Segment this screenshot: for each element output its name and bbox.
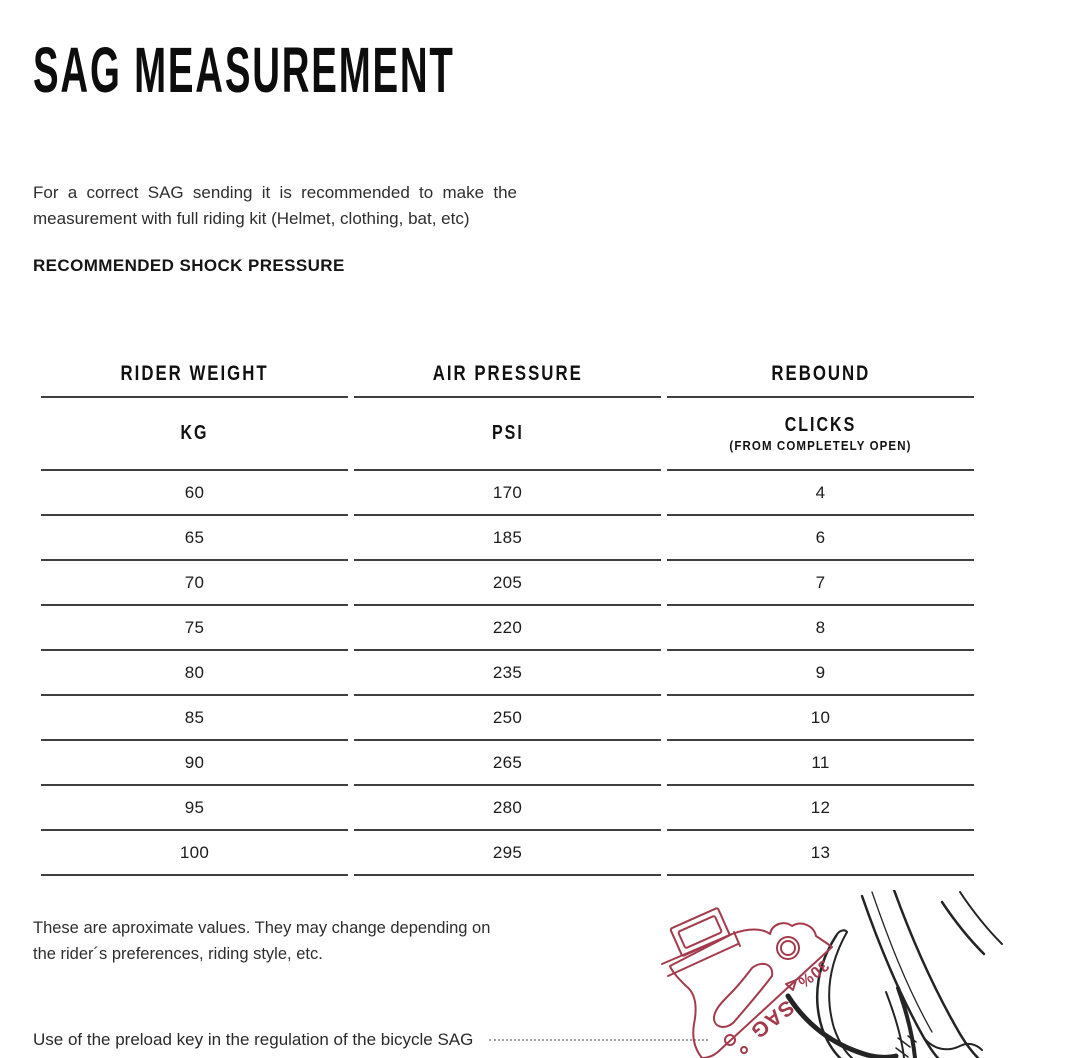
header-cell-air-pressure — [354, 352, 661, 398]
section-heading: RECOMMENDED SHOCK PRESSURE — [33, 256, 345, 275]
table-row — [41, 696, 974, 741]
unit-label: CLICKS — [784, 414, 857, 436]
preload-key-caption-row — [33, 1030, 708, 1050]
table-cell-clicks: 13 — [667, 831, 974, 876]
table-cell-clicks: 11 — [667, 741, 974, 786]
preload-key-caption: Use of the preload key in the regulation of the bicycle SAG — [33, 1030, 474, 1049]
table-row — [41, 471, 974, 516]
table-cell-psi: 170 — [354, 471, 661, 516]
table-cell-clicks: 7 — [667, 561, 974, 606]
table-cell-psi: 235 — [354, 651, 661, 696]
table-cell-psi: 220 — [354, 606, 661, 651]
unit-cell-psi — [354, 398, 661, 471]
unit-label: KG — [180, 422, 209, 444]
table-row — [41, 651, 974, 696]
table-cell-clicks: 8 — [667, 606, 974, 651]
table-cell-clicks: 10 — [667, 696, 974, 741]
table-row — [41, 561, 974, 606]
table-cell-psi: 185 — [354, 516, 661, 561]
intro-paragraph: For a correct SAG sending it is recommended to make the measurement with full riding kit (Helmet, clothing, bat, etc) — [33, 183, 517, 228]
table-cell-clicks: 9 — [667, 651, 974, 696]
unit-label: PSI — [491, 422, 524, 444]
approximate-values-note: These are aproximate values. They may change depending on the rider´s preferences, riding style, etc. — [33, 919, 491, 963]
table-cell-psi: 205 — [354, 561, 661, 606]
table-row — [41, 831, 974, 876]
header-label: REBOUND — [771, 362, 870, 385]
header-label: AIR PRESSURE — [432, 362, 583, 385]
percent-engraving-label: 30% — [793, 956, 832, 992]
table-cell-kg: 100 — [41, 831, 348, 876]
table-cell-psi: 250 — [354, 696, 661, 741]
unit-sub-label: (FROM COMPLETELY OPEN) — [729, 439, 912, 453]
page-title-text: SAG MEASUREMENT — [33, 34, 455, 106]
table-cell-psi: 295 — [354, 831, 661, 876]
shock-pressure-table — [35, 352, 980, 876]
table-row — [41, 786, 974, 831]
table-cell-kg: 65 — [41, 516, 348, 561]
table-head — [41, 352, 974, 471]
sag-engraving-label: SAG — [745, 995, 799, 1044]
header-label: RIDER WEIGHT — [120, 362, 269, 385]
table-header-row — [41, 352, 974, 398]
table-units-row — [41, 398, 974, 471]
table-cell-clicks: 4 — [667, 471, 974, 516]
pressure-table-body — [41, 471, 974, 876]
table-cell-psi: 265 — [354, 741, 661, 786]
table-row — [41, 741, 974, 786]
table-cell-kg: 80 — [41, 651, 348, 696]
table-cell-clicks: 12 — [667, 786, 974, 831]
table-row — [41, 516, 974, 561]
header-cell-rebound — [667, 352, 974, 398]
table-cell-kg: 75 — [41, 606, 348, 651]
table-cell-kg: 85 — [41, 696, 348, 741]
table-cell-kg: 70 — [41, 561, 348, 606]
unit-cell-clicks — [667, 398, 974, 471]
unit-cell-kg — [41, 398, 348, 471]
table-cell-kg: 95 — [41, 786, 348, 831]
header-cell-rider-weight — [41, 352, 348, 398]
shock-preload-key-illustration — [640, 890, 1067, 1058]
table-cell-kg: 90 — [41, 741, 348, 786]
table-row — [41, 606, 974, 651]
table-cell-kg: 60 — [41, 471, 348, 516]
table-cell-clicks: 6 — [667, 516, 974, 561]
table-cell-psi: 280 — [354, 786, 661, 831]
page-title — [33, 34, 736, 106]
